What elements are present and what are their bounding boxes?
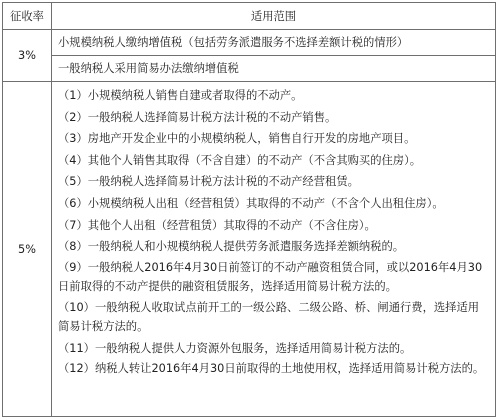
list-item: （2）一般纳税人选择简易计税方法计税的不动产销售。 (58, 110, 337, 124)
list-item: （7）其他个人出租（经营租赁）其取得的不动产（不含住房）。 (58, 218, 376, 232)
rate-5-percent: 5% (3, 82, 52, 417)
list-item: （11）一般纳税人提供人力资源外包服务，选择适用简易计税方法的。 (58, 341, 412, 355)
list-item: （3）房地产开发企业中的小规模纳税人，销售自行开发的房地产项目。 (58, 132, 416, 146)
list-item: （5）一般纳税人选择简易计税方法计税的不动产经营租赁。 (58, 175, 359, 189)
scope-list-5-percent (52, 82, 496, 417)
list-item: （1）小规模纳税人销售自建或者取得的不动产。 (58, 89, 303, 102)
list-item: （6）小规模纳税人出租（经营租赁）其取得的不动产（不含个人出租住房）。 (58, 196, 444, 210)
table-row (3, 82, 496, 417)
list-item: （4）其他个人销售其取得（不含自建）的不动产（不含其购买的住房）。 (58, 153, 422, 167)
list-item: （10）一般纳税人收取试点前开工的一级公路、二级公路、桥、闸通行费，选择适用简易计税方法的。 (58, 300, 480, 334)
rate-3-percent: 3% (3, 30, 52, 82)
header-rate: 征收率 (3, 3, 52, 30)
table-row (3, 30, 496, 56)
tax-rate-table (2, 2, 496, 417)
scope-item: 一般纳税人采用简易办法缴纳增值税 (52, 56, 496, 82)
scope-item: 小规模纳税人缴纳增值税（包括劳务派遣服务不选择差额计税的情形） (52, 30, 496, 56)
list-item: （9）一般纳税人2016年4月30日前签订的不动产融资租赁合同，或以2016年4月30日前取得的不动产提供的融资租赁服务，选择适用简易计税方法的。 (58, 260, 483, 294)
list-item: （8）一般纳税人和小规模纳税人提供劳务派遣服务选择差额纳税的。 (58, 240, 405, 254)
table-row (3, 56, 496, 82)
list-item: （12）纳税人转让2016年4月30日前取得的土地使用权，选择适用简易计税方法的。 (58, 362, 485, 376)
header-row (3, 3, 496, 30)
header-scope: 适用范围 (52, 3, 496, 30)
